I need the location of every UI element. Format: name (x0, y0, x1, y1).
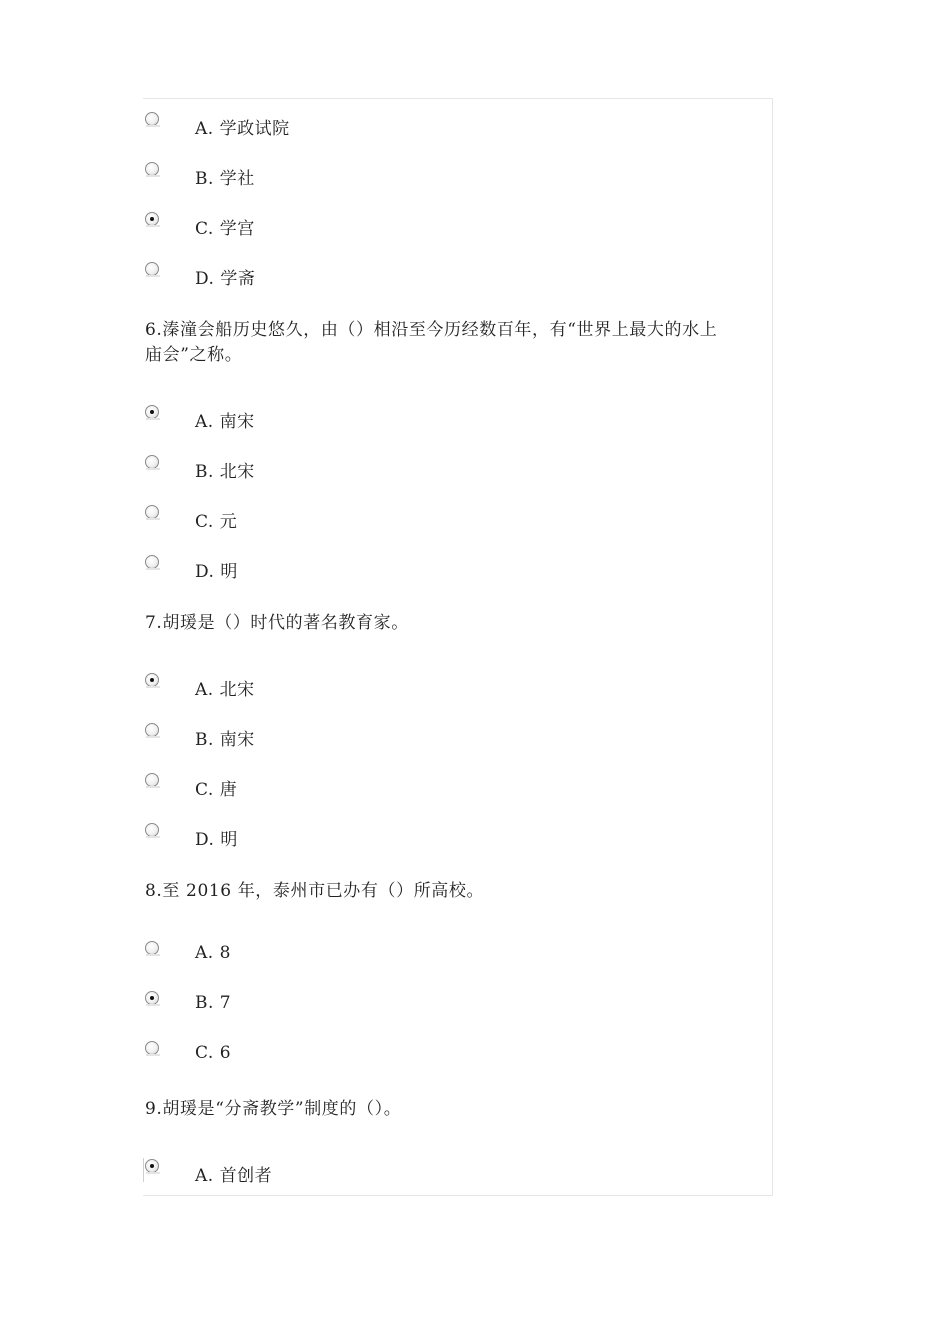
radio-button[interactable] (145, 112, 159, 126)
radio-button[interactable] (145, 262, 159, 276)
radio-shadow (146, 225, 160, 227)
radio-shadow (146, 418, 160, 420)
radio-shadow (146, 836, 160, 838)
radio-shadow (146, 736, 160, 738)
radio-shadow (146, 1004, 160, 1006)
radio-button[interactable] (145, 212, 159, 226)
radio-button[interactable] (145, 1159, 159, 1173)
option-label: B. 南宋 (195, 730, 255, 750)
option-label: C. 唐 (195, 780, 238, 800)
option-label: A. 首创者 (195, 1166, 273, 1186)
radio-button[interactable] (145, 823, 159, 837)
radio-button[interactable] (145, 673, 159, 687)
radio-shadow (146, 954, 160, 956)
radio-button[interactable] (145, 941, 159, 955)
question-6-line2: 庙会”之称。 (145, 345, 243, 365)
radio-shadow (146, 468, 160, 470)
radio-button[interactable] (145, 505, 159, 519)
radio-shadow (146, 518, 160, 520)
option-label: B. 北宋 (195, 462, 255, 482)
question-6-line1: 6.溱潼会船历史悠久，由（）相沿至今历经数百年，有“世界上最大的水上 (145, 320, 718, 340)
radio-shadow (146, 1054, 160, 1056)
radio-button[interactable] (145, 723, 159, 737)
radio-button[interactable] (145, 455, 159, 469)
option-label: C. 学宫 (195, 219, 255, 239)
question-6-stem (145, 318, 717, 368)
option-label: B. 学社 (195, 169, 255, 189)
radio-button[interactable] (145, 555, 159, 569)
radio-button[interactable] (145, 773, 159, 787)
radio-button[interactable] (145, 991, 159, 1005)
radio-shadow (146, 568, 160, 570)
question-9-stem: 9.胡瑗是“分斋教学”制度的（）。 (145, 1099, 402, 1119)
radio-button[interactable] (145, 162, 159, 176)
option-label: D. 明 (195, 830, 238, 850)
quiz-frame (143, 98, 773, 1196)
option-label: A. 8 (195, 943, 231, 963)
radio-shadow (146, 125, 160, 127)
radio-button[interactable] (145, 405, 159, 419)
option-label: C. 元 (195, 512, 238, 532)
radio-shadow (146, 275, 160, 277)
option-label: D. 学斋 (195, 269, 256, 289)
radio-button[interactable] (145, 1041, 159, 1055)
radio-shadow (146, 175, 160, 177)
radio-shadow (146, 786, 160, 788)
question-8-stem: 8.至 2016 年，泰州市已办有（）所高校。 (145, 881, 485, 901)
option-label: D. 明 (195, 562, 238, 582)
option-label: B. 7 (195, 993, 232, 1013)
radio-shadow (146, 686, 160, 688)
option-label: A. 学政试院 (195, 119, 290, 139)
question-7-stem: 7.胡瑗是（）时代的著名教育家。 (145, 613, 409, 633)
option-label: C. 6 (195, 1043, 232, 1063)
option-label: A. 北宋 (195, 680, 255, 700)
frame-edge (143, 1158, 144, 1182)
radio-shadow (146, 1172, 160, 1174)
option-label: A. 南宋 (195, 412, 255, 432)
